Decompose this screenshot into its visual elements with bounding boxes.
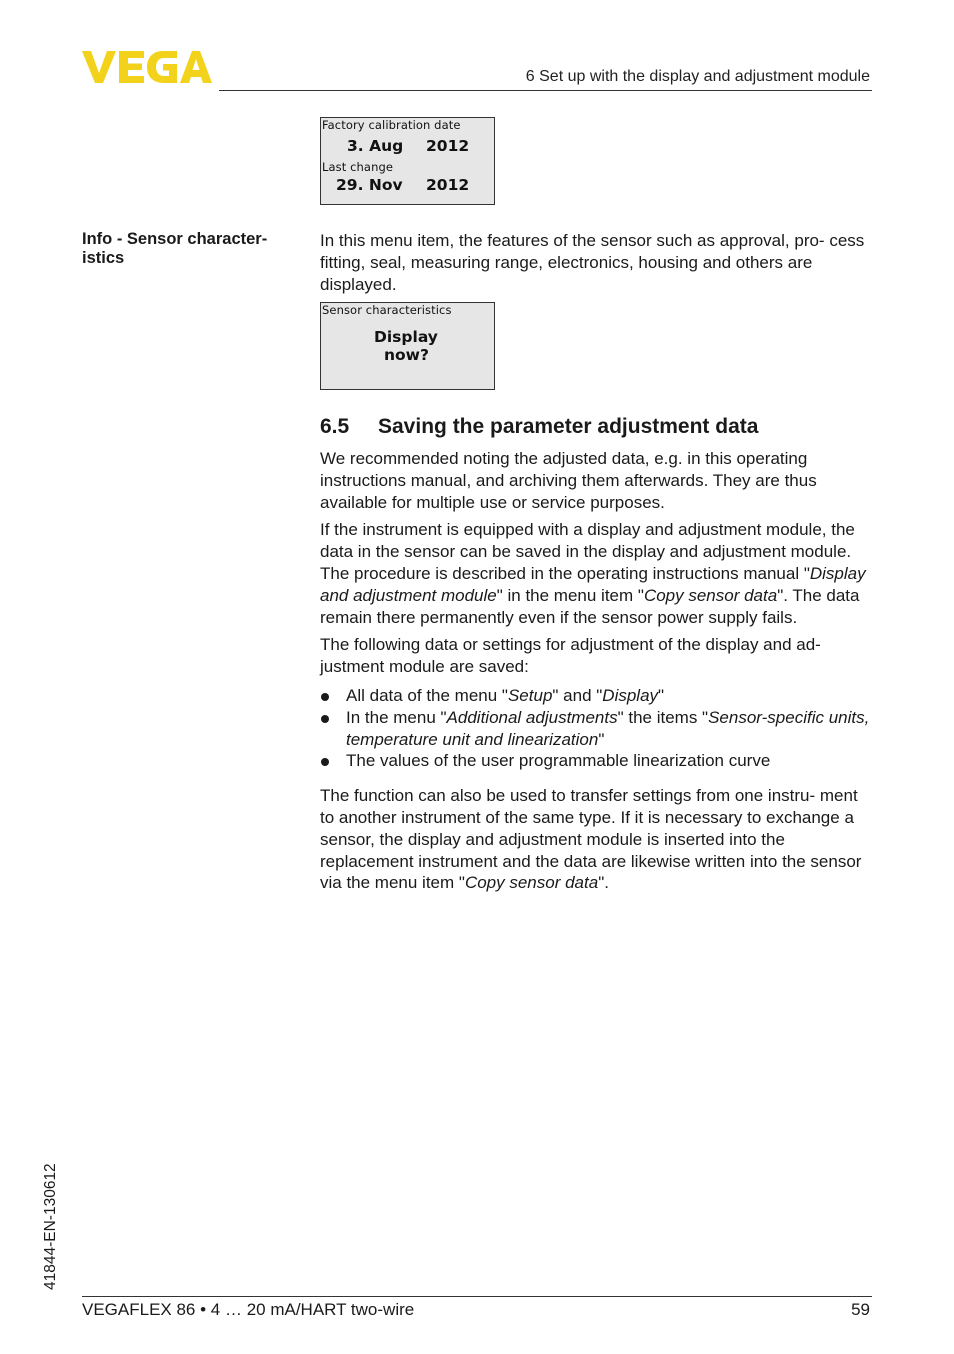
bullet-dot-icon bbox=[321, 758, 329, 766]
b1-text-b: " and " bbox=[552, 685, 603, 705]
p2-text-c: ". The data remain there permanently even if the sensor power supply fails. bbox=[320, 585, 860, 627]
lcd-sensor-line1: Display bbox=[374, 328, 438, 346]
paragraph-4 bbox=[320, 785, 872, 894]
b1-text-a: All data of the menu " bbox=[346, 685, 508, 705]
header-divider bbox=[219, 90, 872, 91]
b2-text-b: " the items " bbox=[617, 707, 709, 727]
info-sensor-text: In this menu item, the features of the sensor such as approval, pro- cess fitting, seal, measuring range, electronics, housing and others are displayed. bbox=[320, 231, 865, 294]
lcd-last-change-label: Last change bbox=[322, 160, 394, 174]
section-heading bbox=[320, 415, 758, 439]
p2-text-a: If the instrument is equipped with a display and adjustment module, the data in the sensor can be saved in the display and adjustment module. The procedure is described in the operating instructions manual " bbox=[320, 520, 855, 583]
bullet-dot-icon bbox=[321, 715, 329, 723]
paragraph-2 bbox=[320, 519, 872, 628]
lcd-change-year: 2012 bbox=[426, 176, 470, 194]
b2-italic-2: Sensor-specific units, temperature unit and linearization bbox=[346, 707, 870, 749]
lcd-calibration-display bbox=[320, 117, 495, 205]
document-code: 41844-EN-130612 bbox=[42, 1163, 59, 1290]
margin-label-info-sensor: Info - Sensor character- istics bbox=[82, 230, 268, 267]
lcd-change-day: 29. Nov bbox=[336, 176, 403, 194]
page-number: 59 bbox=[851, 1300, 870, 1319]
p2-italic-2: Copy sensor data bbox=[643, 585, 778, 605]
section-number: 6.5 bbox=[320, 415, 350, 438]
p4-text-a: The function can also be used to transfer settings from one instru- ment to another instrument of the same type. If it is necessary to exchange a sensor, the display and adjustment module is inserted into the replacement instrument and the data are likewise written into the sensor via the menu item " bbox=[320, 786, 862, 893]
lcd-calibration-day: 3. Aug bbox=[347, 137, 404, 155]
lcd-sensor-title: Sensor characteristics bbox=[322, 303, 452, 317]
saved-data-list bbox=[320, 685, 872, 772]
p2-italic-1: Display and adjustment module bbox=[320, 563, 866, 605]
paragraph-3: The following data or settings for adjustment of the display and ad- justment module are saved: bbox=[320, 635, 821, 677]
b2-italic-1: Additional adjustments bbox=[446, 707, 618, 727]
p4-italic: Copy sensor data bbox=[464, 873, 599, 893]
footer-divider bbox=[82, 1296, 872, 1297]
list-item bbox=[320, 750, 872, 772]
list-item bbox=[320, 685, 872, 707]
list-item bbox=[320, 707, 872, 751]
p2-text-b: " in the menu item " bbox=[496, 585, 644, 605]
b1-italic-1: Setup bbox=[507, 685, 553, 705]
section-title: Saving the parameter adjustment data bbox=[378, 415, 759, 438]
b2-text-c: " bbox=[598, 729, 605, 749]
b1-text-c: " bbox=[658, 685, 665, 705]
paragraph-1: We recommended noting the adjusted data, e.g. in this operating instructions manual, and archiving them afterwards. They are thus available for multiple use or service purposes. bbox=[320, 449, 817, 512]
p4-text-b: ". bbox=[598, 873, 609, 893]
b1-italic-2: Display bbox=[602, 685, 659, 705]
b2-text-a: In the menu " bbox=[346, 707, 447, 727]
lcd-sensor-line2: now? bbox=[384, 346, 429, 364]
section-body bbox=[320, 448, 872, 894]
lcd-calibration-label: Factory calibration date bbox=[322, 118, 461, 132]
info-sensor-paragraph bbox=[320, 230, 872, 295]
header-section-title: 6 Set up with the display and adjustment module bbox=[525, 68, 870, 85]
vega-logo bbox=[82, 50, 212, 84]
lcd-sensor-display bbox=[320, 302, 495, 390]
footer-product: VEGAFLEX 86 • 4 … 20 mA/HART two-wire bbox=[82, 1300, 415, 1319]
bullet-dot-icon bbox=[321, 693, 329, 701]
lcd-calibration-year: 2012 bbox=[426, 137, 470, 155]
b3-text: The values of the user programmable linearization curve bbox=[346, 751, 771, 771]
